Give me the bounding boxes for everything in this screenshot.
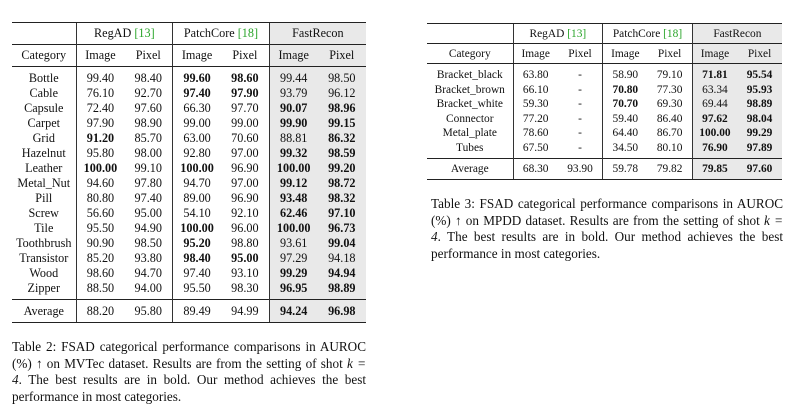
score-cell: 99.00: [173, 116, 221, 131]
column-header: Image: [603, 44, 648, 64]
score-cell: 93.90: [558, 159, 603, 180]
score-cell: 93.79: [269, 86, 317, 101]
score-cell: 99.00: [231, 116, 259, 130]
score-cell: 94.24: [269, 300, 317, 323]
column-header: Image: [513, 44, 558, 64]
table-row: [427, 64, 782, 83]
score-cell: 100.00: [76, 161, 124, 176]
score-cell: 86.32: [318, 131, 366, 146]
score-cell: 94.99: [221, 300, 269, 323]
score-cell: 100.00: [173, 161, 221, 176]
table-row: [12, 236, 366, 251]
score-cell: -: [578, 141, 582, 154]
group-header-fastrecon: FastRecon: [692, 24, 782, 44]
category-cell: Capsule: [24, 101, 64, 115]
score-cell: 89.49: [173, 300, 221, 323]
table-row: [427, 83, 782, 98]
score-cell: 66.30: [173, 101, 221, 116]
score-cell: 95.80: [124, 300, 172, 323]
score-cell: 100.00: [692, 126, 737, 141]
column-header: Pixel: [221, 45, 269, 67]
score-cell: 98.72: [318, 176, 366, 191]
score-cell: 92.10: [231, 206, 259, 220]
score-cell: 99.44: [269, 67, 317, 87]
group-header-regad: RegAD [13]: [76, 23, 173, 45]
score-cell: 98.00: [134, 146, 162, 160]
score-cell: 94.00: [134, 281, 162, 295]
score-cell: 59.30: [513, 97, 558, 112]
score-cell: -: [578, 98, 582, 110]
score-cell: 97.00: [231, 146, 259, 160]
score-cell: 97.70: [231, 101, 259, 115]
category-cell: Wood: [29, 266, 59, 280]
score-cell: 100.00: [269, 221, 317, 236]
score-cell: 96.12: [318, 86, 366, 101]
score-cell: 98.89: [737, 97, 782, 112]
table-row: [427, 112, 782, 127]
score-cell: 93.61: [269, 236, 317, 251]
group-header-patchcore: PatchCore [18]: [173, 23, 270, 45]
column-header: Image: [173, 45, 221, 67]
table-3-caption: Table 3: FSAD categorical performance comparisons in AUROC (%) ↑ on MPDD dataset. Results are from the setting of shot k = 4. The best results are in bold. Our method achieves the best performance in most categories.: [431, 196, 784, 261]
group-header-regad: RegAD [13]: [513, 24, 603, 44]
score-cell: 92.70: [134, 86, 162, 100]
score-cell: 99.12: [269, 176, 317, 191]
score-cell: 59.78: [603, 159, 648, 180]
score-cell: 94.70: [134, 266, 162, 280]
group-header-patchcore: PatchCore [18]: [603, 24, 693, 44]
table-row: [12, 281, 366, 300]
score-cell: 92.80: [173, 146, 221, 161]
score-cell: 93.48: [269, 191, 317, 206]
score-cell: 100.00: [173, 221, 221, 236]
table-3: [427, 23, 782, 180]
score-cell: 80.80: [76, 191, 124, 206]
category-cell: Transistor: [19, 251, 69, 265]
score-cell: -: [578, 83, 582, 96]
table-row: [12, 266, 366, 281]
citation-link[interactable]: [13]: [134, 26, 155, 40]
score-cell: 66.10: [513, 83, 558, 98]
score-cell: 96.90: [231, 161, 259, 175]
table-row: [12, 176, 366, 191]
score-cell: 86.40: [656, 112, 683, 125]
score-cell: 90.07: [269, 101, 317, 116]
score-cell: 98.89: [318, 281, 366, 300]
category-cell: Bracket_black: [436, 69, 503, 81]
score-cell: 88.81: [269, 131, 317, 146]
score-cell: 99.32: [269, 146, 317, 161]
category-cell: Leather: [25, 161, 63, 175]
category-cell: Metal_plate: [442, 127, 497, 139]
column-header: Image: [269, 45, 317, 67]
score-cell: 97.90: [231, 86, 259, 100]
table-header-group-row: [427, 24, 782, 44]
score-cell: 63.80: [513, 64, 558, 83]
score-cell: 34.50: [603, 141, 648, 159]
table-row: [12, 86, 366, 101]
score-cell: 69.44: [692, 97, 737, 112]
score-cell: 59.40: [603, 112, 648, 127]
score-cell: 95.00: [134, 206, 162, 220]
average-label: Average: [12, 300, 76, 323]
score-cell: 97.40: [173, 86, 221, 101]
citation-link[interactable]: [18]: [663, 27, 683, 40]
table-row: [12, 146, 366, 161]
score-cell: -: [578, 112, 582, 125]
column-header: Pixel: [124, 45, 172, 67]
category-cell: Bottle: [28, 71, 59, 85]
score-cell: 97.80: [134, 176, 162, 190]
score-cell: 70.60: [231, 131, 259, 145]
score-cell: 98.60: [231, 71, 259, 85]
score-cell: 95.50: [76, 221, 124, 236]
score-cell: 98.60: [76, 266, 124, 281]
score-cell: 58.90: [603, 64, 648, 83]
column-header: Image: [76, 45, 124, 67]
table-row: [12, 206, 366, 221]
category-cell: Pill: [35, 191, 53, 205]
score-cell: 79.10: [656, 69, 683, 81]
score-cell: 62.46: [269, 206, 317, 221]
score-cell: 68.30: [513, 159, 558, 180]
score-cell: 98.50: [318, 67, 366, 87]
score-cell: 85.20: [76, 251, 124, 266]
score-cell: 98.80: [231, 236, 259, 250]
table-row: [12, 161, 366, 176]
score-cell: 99.04: [318, 236, 366, 251]
score-cell: 63.34: [692, 83, 737, 98]
score-cell: 99.60: [173, 67, 221, 87]
score-cell: 99.29: [737, 126, 782, 141]
score-cell: 94.60: [76, 176, 124, 191]
score-cell: 99.10: [134, 161, 162, 175]
category-cell: Screw: [28, 206, 59, 220]
category-cell: Tile: [34, 221, 54, 235]
score-cell: 97.40: [173, 266, 221, 281]
category-cell: Bracket_white: [436, 98, 503, 110]
category-cell: Toothbrush: [16, 236, 72, 250]
score-cell: 79.85: [692, 159, 737, 180]
score-cell: 99.29: [269, 266, 317, 281]
table-header-sub-row: [427, 44, 782, 64]
score-cell: 98.40: [173, 251, 221, 266]
column-header: Pixel: [558, 44, 603, 64]
score-cell: 97.62: [692, 112, 737, 127]
score-cell: 96.98: [318, 300, 366, 323]
table-row: [427, 97, 782, 112]
score-cell: 97.60: [134, 101, 162, 115]
category-cell: Metal_Nut: [17, 176, 71, 190]
score-cell: 80.10: [656, 141, 683, 154]
category-cell: Grid: [32, 131, 55, 145]
column-header: Pixel: [647, 44, 692, 64]
score-cell: 100.00: [269, 161, 317, 176]
table-header-group-row: [12, 23, 366, 45]
score-cell: 98.96: [318, 101, 366, 116]
table-row: [12, 221, 366, 236]
score-cell: 97.29: [269, 251, 317, 266]
score-cell: 72.40: [76, 101, 124, 116]
score-cell: 97.60: [737, 159, 782, 180]
score-cell: 64.40: [603, 126, 648, 141]
score-cell: 76.10: [76, 86, 124, 101]
score-cell: 96.95: [269, 281, 317, 300]
table-average-row: [427, 159, 782, 180]
column-header: Image: [692, 44, 737, 64]
score-cell: 97.10: [318, 206, 366, 221]
score-cell: 77.30: [656, 83, 683, 96]
score-cell: 93.80: [134, 251, 162, 265]
table-header-sub-row: [12, 45, 366, 67]
score-cell: 94.18: [318, 251, 366, 266]
table-average-row: [12, 300, 366, 323]
score-cell: 56.60: [76, 206, 124, 221]
column-header-category: Category: [427, 44, 513, 64]
table-row: [427, 126, 782, 141]
table-row: [12, 101, 366, 116]
category-cell: Tubes: [456, 141, 484, 154]
score-cell: 97.90: [76, 116, 124, 131]
table-row: [12, 131, 366, 146]
score-cell: 95.50: [173, 281, 221, 300]
column-header: Pixel: [737, 44, 782, 64]
score-cell: 90.90: [76, 236, 124, 251]
citation-link[interactable]: [18]: [237, 26, 259, 40]
score-cell: 96.90: [231, 191, 259, 205]
table-row: [427, 141, 782, 159]
score-cell: 97.89: [737, 141, 782, 159]
category-cell: Cable: [29, 86, 58, 100]
score-cell: 98.32: [318, 191, 366, 206]
column-header: Pixel: [318, 45, 366, 67]
table-row: [12, 116, 366, 131]
score-cell: 89.00: [173, 191, 221, 206]
score-cell: 54.10: [173, 206, 221, 221]
score-cell: 96.73: [318, 221, 366, 236]
score-cell: 79.82: [647, 159, 692, 180]
score-cell: 95.00: [231, 251, 259, 265]
table-2: [12, 22, 366, 323]
score-cell: 98.90: [134, 116, 162, 130]
category-cell: Carpet: [27, 116, 61, 130]
score-cell: 97.00: [231, 176, 259, 190]
score-cell: 98.40: [134, 71, 162, 85]
score-cell: 88.20: [76, 300, 124, 323]
score-cell: 95.93: [737, 83, 782, 98]
score-cell: 99.40: [76, 67, 124, 87]
score-cell: 94.94: [318, 266, 366, 281]
score-cell: 94.90: [134, 221, 162, 235]
score-cell: 95.20: [173, 236, 221, 251]
score-cell: 76.90: [692, 141, 737, 159]
score-cell: 94.70: [173, 176, 221, 191]
score-cell: 95.80: [76, 146, 124, 161]
category-cell: Zipper: [27, 281, 61, 295]
score-cell: 98.50: [134, 236, 162, 250]
table-row: [12, 191, 366, 206]
score-cell: 70.80: [603, 83, 648, 98]
score-cell: 99.20: [318, 161, 366, 176]
score-cell: 98.30: [231, 281, 259, 295]
table-row: [12, 251, 366, 266]
category-cell: Bracket_brown: [434, 83, 505, 96]
table-2-caption: Table 2: FSAD categorical performance comparisons in AUROC (%) ↑ on MVTec dataset. Results are from the setting of shot k = 4. The best results are in bold. Our method achieves the best performance in most categories.: [12, 339, 367, 404]
average-label: Average: [427, 159, 513, 180]
score-cell: -: [578, 69, 582, 81]
score-cell: 69.30: [656, 98, 683, 110]
score-cell: 98.04: [737, 112, 782, 127]
score-cell: 88.50: [76, 281, 124, 300]
score-cell: 97.40: [134, 191, 162, 205]
score-cell: 85.70: [134, 131, 162, 145]
score-cell: 99.15: [318, 116, 366, 131]
citation-link[interactable]: [13]: [567, 27, 587, 40]
score-cell: 98.59: [318, 146, 366, 161]
table-row: [12, 67, 366, 87]
score-cell: 70.70: [603, 97, 648, 112]
score-cell: 99.90: [269, 116, 317, 131]
column-header-category: Category: [12, 45, 76, 67]
score-cell: 71.81: [692, 64, 737, 83]
score-cell: 93.10: [231, 266, 259, 280]
score-cell: 95.54: [737, 64, 782, 83]
score-cell: 91.20: [76, 131, 124, 146]
score-cell: 86.70: [656, 127, 683, 139]
category-cell: Hazelnut: [21, 146, 66, 160]
score-cell: -: [578, 127, 582, 139]
score-cell: 78.60: [513, 126, 558, 141]
score-cell: 96.00: [231, 221, 259, 235]
score-cell: 77.20: [513, 112, 558, 127]
score-cell: 67.50: [513, 141, 558, 159]
score-cell: 63.00: [173, 131, 221, 146]
category-cell: Connector: [446, 112, 494, 125]
group-header-fastrecon: FastRecon: [269, 23, 366, 45]
